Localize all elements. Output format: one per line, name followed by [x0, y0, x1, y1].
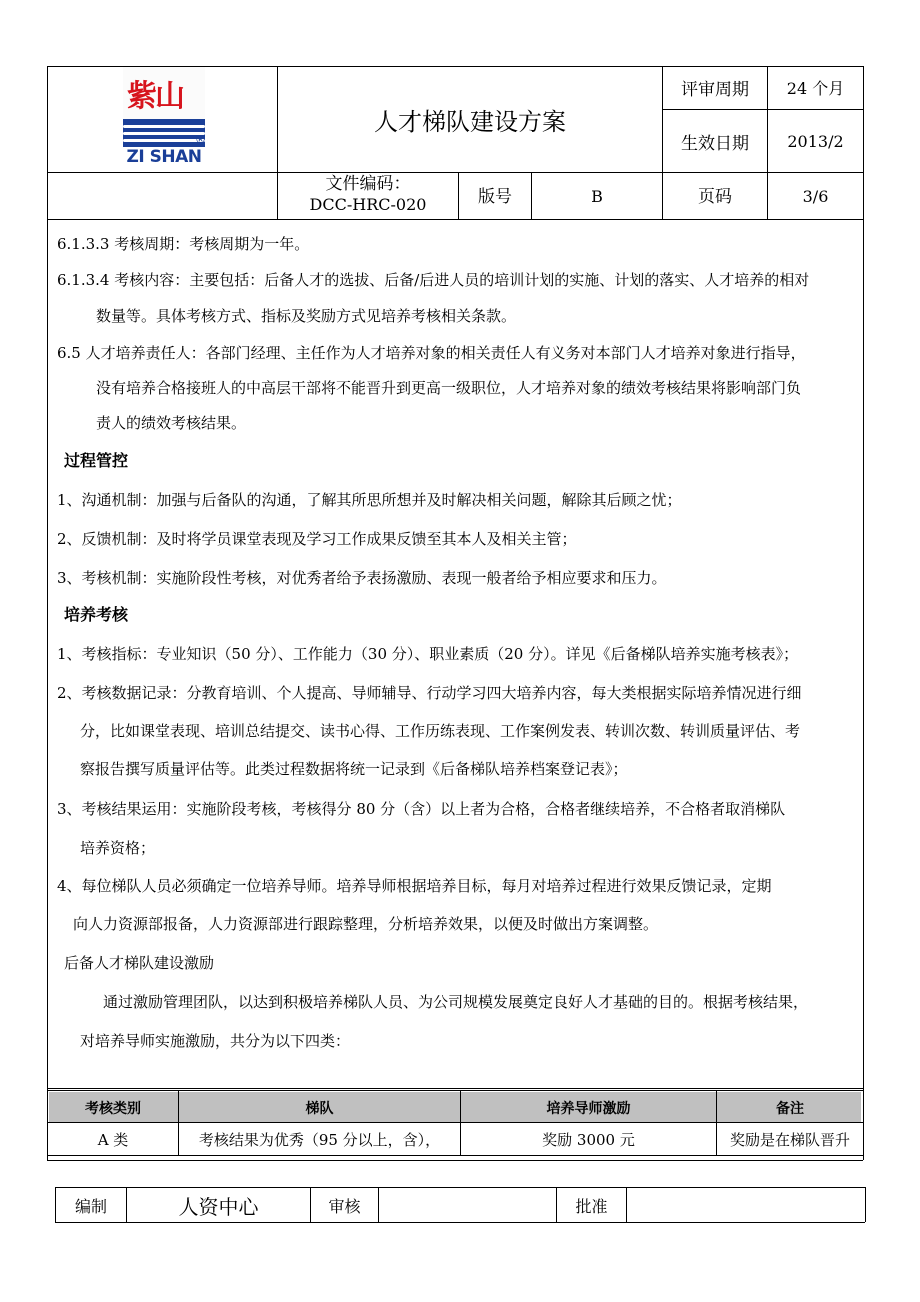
assessment-item-2-cont-2: 察报告撰写质量评估等。此类过程数据将统一记录到《后备梯队培养档案登记表》； — [80, 760, 628, 778]
company-logo — [123, 67, 205, 172]
assessment-item-3-cont: 培养资格； — [80, 839, 156, 857]
footer-review-label: 审核 — [328, 1196, 361, 1216]
version-value: B — [591, 187, 603, 206]
effective-date-label: 生效日期 — [681, 133, 749, 154]
footer-approve-value — [627, 1188, 865, 1222]
table-cell-category: A 类 — [97, 1130, 129, 1149]
page-value: 3/6 — [802, 187, 829, 206]
assessment-item-2: 2、考核数据记录：分教育培训、个人提高、导师辅导、行动学习四大培养内容，每大类根据实际培养情况进行细 — [57, 684, 802, 702]
effective-date-value: 2013/2 — [787, 131, 844, 151]
process-item-2: 2、反馈机制：及时将学员课堂表现及学习工作成果反馈至其本人及相关主管； — [57, 530, 577, 548]
assessment-item-4-cont: 向人力资源部报备，人力资源部进行跟踪整理，分析培养效果，以便及时做出方案调整。 — [73, 915, 659, 933]
assessment-item-4: 4、每位梯队人员必须确定一位培养导师。培养导师根据培养目标，每月对培养过程进行效果反馈记录，定期 — [57, 877, 772, 895]
doc-code-label: 文件编码： — [325, 174, 411, 194]
logo-text: ZI SHAN — [126, 147, 202, 167]
review-period-label: 评审周期 — [681, 80, 749, 100]
assessment-item-3: 3、考核结果运用：实施阶段考核，考核得分 80 分（含）以上者为合格，合格者继续培养，不合格者取消梯队 — [57, 800, 786, 818]
incentive-paragraph: 通过激励管理团队，以达到积极培养梯队人员、为公司规模发展奠定良好人才基础的目的。根据考核结果， — [103, 993, 809, 1011]
heading-process-control: 过程管控 — [64, 451, 129, 470]
footer-editor-value: 人资中心 — [178, 1194, 259, 1219]
page-label: 页码 — [698, 186, 732, 207]
table-header-remarks: 备注 — [776, 1101, 804, 1117]
process-item-3: 3、考核机制：实施阶段性考核，对优秀者给予表扬激励、表现一般者给予相应要求和压力。 — [57, 569, 667, 587]
paragraph-6-1-3-4: 6.1.3.4 考核内容：主要包括：后备人才的选拔、后备/后进人员的培训计划的实施、计划的落实、人才培养的相对 — [57, 271, 810, 289]
paragraph-6-5-cont-2: 责人的绩效考核结果。 — [96, 414, 247, 432]
document-title: 人才梯队建设方案 — [374, 107, 566, 136]
table-cell-incentive: 奖励 3000 元 — [542, 1130, 635, 1149]
incentive-paragraph-cont: 对培养导师实施激励，共分为以下四类： — [80, 1032, 351, 1050]
process-item-1: 1、沟通机制：加强与后备队的沟通，了解其所思所想并及时解决相关问题，解除其后顾之忧； — [57, 491, 682, 509]
footer-approve-label: 批准 — [575, 1196, 608, 1216]
table-header-tier: 梯队 — [305, 1101, 334, 1117]
logo-top — [123, 67, 205, 123]
paragraph-6-5: 6.5 人才培养责任人：各部门经理、主任作为人才培养对象的相关责任人有义务对本部门人才培养对象进行指导， — [57, 344, 806, 362]
doc-code-value: DCC-HRC-020 — [309, 195, 427, 214]
heading-incentive: 后备人才梯队建设激励 — [64, 954, 215, 972]
table-header-category: 考核类别 — [85, 1101, 141, 1117]
logo-waves — [123, 119, 205, 147]
paragraph-6-1-3-4-cont: 数量等。具体考核方式、指标及奖励方式见培养考核相关条款。 — [96, 307, 517, 325]
table-cell-tier: 考核结果为优秀（95 分以上，含）， — [198, 1130, 441, 1149]
paragraph-6-5-cont-1: 没有培养合格接班人的中高层干部将不能晋升到更高一级职位，人才培养对象的绩效考核结果将影响部门负 — [96, 379, 802, 397]
version-label: 版号 — [478, 186, 512, 207]
assessment-item-1: 1、考核指标：专业知识（50 分）、工作能力（30 分）、职业素质（20 分）。详见《后备梯队培养实施考核表》； — [57, 645, 799, 663]
table-cell-remarks: 奖励是在梯队晋升 — [729, 1130, 850, 1149]
logo-chars: 紫山 — [127, 79, 183, 114]
review-period-value: 24 个月 — [786, 79, 845, 98]
assessment-item-2-cont-1: 分，比如课堂表现、培训总结提交、读书心得、工作历练表现、工作案例发表、转训次数、转训质量评估、考 — [80, 722, 801, 740]
footer-editor-label: 编制 — [74, 1196, 107, 1216]
logo-registered-mark: ® — [195, 133, 206, 146]
footer-review-value — [379, 1188, 556, 1222]
heading-training-assessment: 培养考核 — [64, 605, 129, 624]
table-header-mentor-incentive: 培养导师激励 — [546, 1101, 631, 1117]
paragraph-6-1-3-3: 6.1.3.3 考核周期：考核周期为一年。 — [57, 235, 310, 253]
